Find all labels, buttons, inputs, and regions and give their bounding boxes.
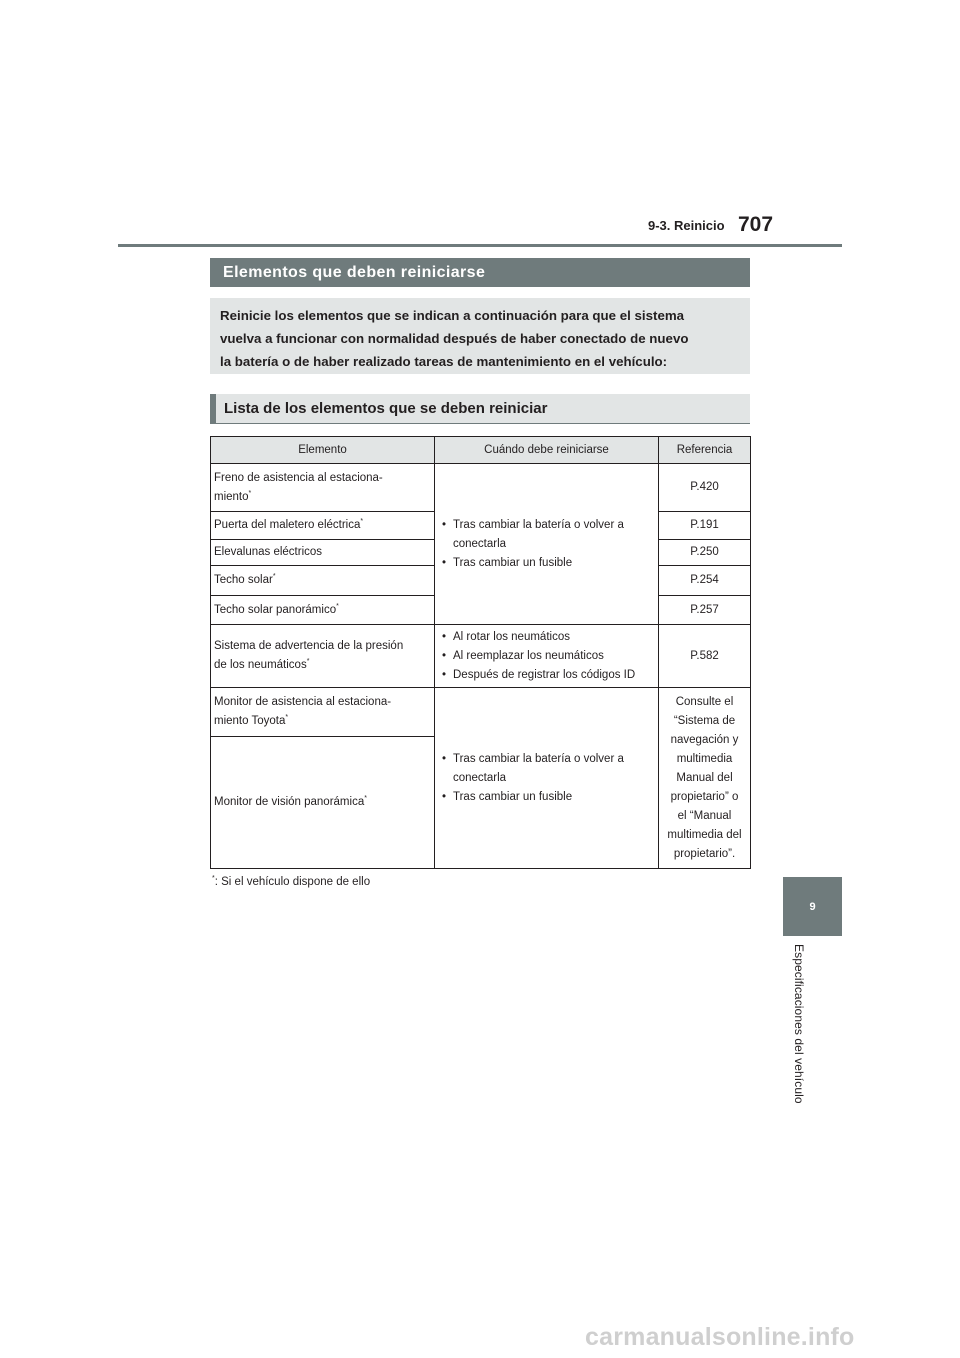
item-cell: Elevalunas eléctricos xyxy=(211,540,435,566)
table-row xyxy=(211,625,751,688)
when-cell xyxy=(435,688,659,869)
reference-cell: P.254 xyxy=(659,566,751,596)
footnote: *: Si el vehículo dispone de ello xyxy=(212,875,371,888)
when-cell xyxy=(435,625,659,688)
list-item: • Tras cambiar un fusible xyxy=(438,554,655,573)
header-section-label: 9-3. Reinicio xyxy=(648,218,725,233)
item-cell: Monitor de visión panorámica* xyxy=(211,737,435,869)
asterisk-mark: * xyxy=(285,714,289,721)
list-item: • Tras cambiar la batería o volver a conectarla xyxy=(438,750,655,788)
header-rule xyxy=(118,244,842,247)
reference-cell: P.257 xyxy=(659,596,751,625)
table-row xyxy=(211,688,751,737)
item-cell: Techo solar panorámico* xyxy=(211,596,435,625)
column-header-when: Cuándo debe reiniciarse xyxy=(435,437,659,464)
asterisk-mark: * xyxy=(336,602,339,610)
page-number: 707 xyxy=(738,213,774,236)
item-cell: Sistema de advertencia de la presión de los neumáticos* xyxy=(211,625,435,688)
asterisk-mark: * xyxy=(272,573,276,580)
intro-line: Reinicie los elementos que se indican a continuación para que el sistema xyxy=(220,308,685,323)
subsection-accent-bar xyxy=(210,394,216,424)
item-cell: Freno de asistencia al estaciona- miento* xyxy=(211,464,435,512)
section-title: Elementos que deben reiniciarse xyxy=(210,258,750,287)
reset-items-table xyxy=(210,436,751,869)
item-cell: Techo solar* xyxy=(211,566,435,596)
chapter-number: 9 xyxy=(809,900,816,913)
reference-cell: Consulte el “Sistema de navegación y multimedia Manual del propietario” o el “Manual multimedia del propietario”. xyxy=(659,688,751,869)
item-cell: Puerta del maletero eléctrica* xyxy=(211,512,435,540)
subsection-title: Lista de los elementos que se deben reiniciar xyxy=(210,394,750,424)
list-item: • Tras cambiar un fusible xyxy=(438,788,655,807)
list-item: • Tras cambiar la batería o volver a conectarla xyxy=(438,516,655,554)
chapter-tab xyxy=(783,877,842,936)
reference-cell: P.582 xyxy=(659,625,751,688)
intro-line: la batería o de haber realizado tareas de mantenimiento en el vehículo: xyxy=(220,354,668,369)
asterisk-mark: * xyxy=(360,518,364,525)
list-item: • Después de registrar los códigos ID xyxy=(438,666,655,685)
list-item: • Al reemplazar los neumáticos xyxy=(438,647,655,666)
when-cell xyxy=(435,464,659,625)
asterisk-mark: * xyxy=(248,489,252,497)
reference-cell: P.420 xyxy=(659,464,751,512)
chapter-title: Especificaciones del vehículo xyxy=(792,944,806,1104)
watermark-logo[interactable]: carmanualsonline.info xyxy=(585,1323,855,1351)
table-row xyxy=(211,464,751,512)
reference-cell: P.250 xyxy=(659,540,751,566)
asterisk-mark: * xyxy=(364,795,367,802)
intro-box xyxy=(210,298,750,374)
list-item: • Al rotar los neumáticos xyxy=(438,628,655,647)
intro-line: vuelva a funcionar con normalidad después de haber conectado de nuevo xyxy=(220,331,689,346)
reference-cell: P.191 xyxy=(659,512,751,540)
column-header-element: Elemento xyxy=(211,437,435,464)
item-cell: Monitor de asistencia al estaciona- miento Toyota* xyxy=(211,688,435,737)
asterisk-mark: * xyxy=(212,875,215,882)
table-header-row xyxy=(211,437,751,464)
column-header-reference: Referencia xyxy=(659,437,751,464)
asterisk-mark: * xyxy=(306,658,310,665)
